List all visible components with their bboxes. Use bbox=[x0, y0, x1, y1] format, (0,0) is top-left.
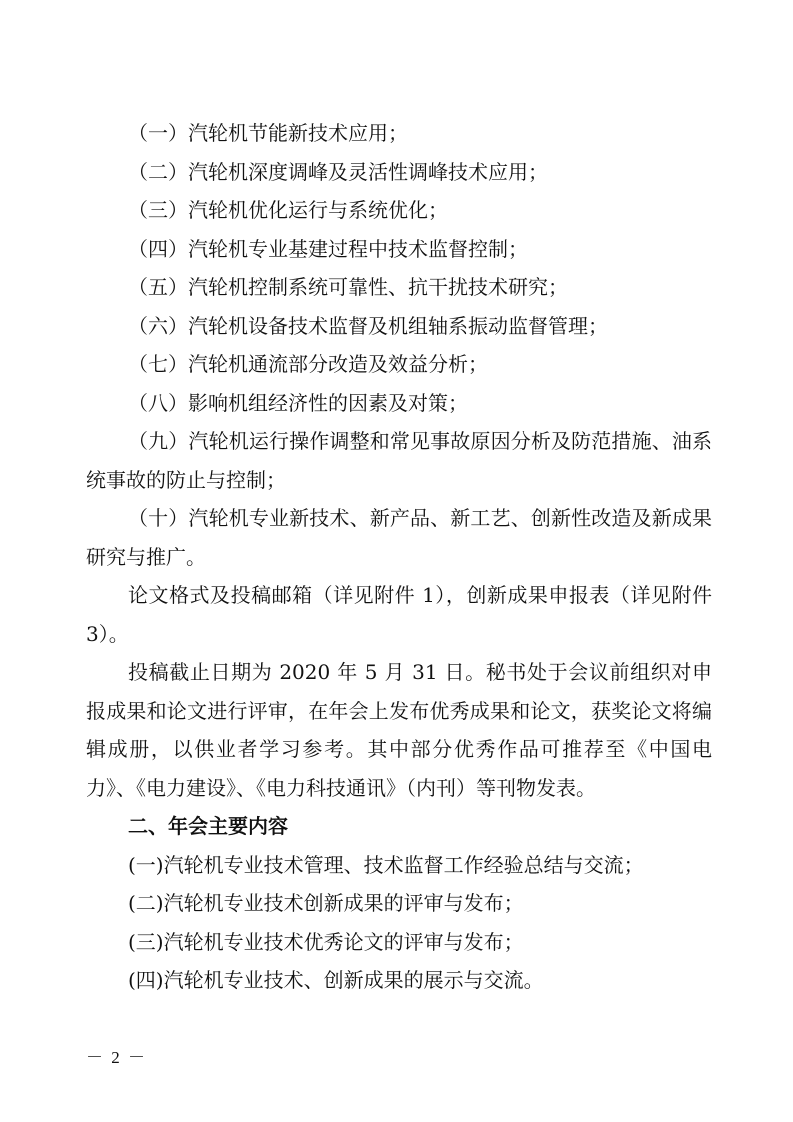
list-item-10: （十）汽轮机专业新技术、新产品、新工艺、创新性改造及新成果研究与推广。 bbox=[86, 506, 712, 569]
list-item-7: （七）汽轮机通流部分改造及效益分析； bbox=[128, 352, 488, 376]
page-number: － 2 － bbox=[86, 1048, 147, 1067]
list-item-8: （八）影响机组经济性的因素及对策； bbox=[128, 390, 468, 415]
list-item-4: （四）汽轮机专业基建过程中技术监督控制； bbox=[128, 236, 528, 261]
content-item-1: (一)汽轮机专业技术管理、技术监督工作经验总结与交流； bbox=[128, 852, 644, 877]
list-item-3: （三）汽轮机优化运行与系统优化； bbox=[128, 198, 448, 222]
list-item-2: （二）汽轮机深度调峰及灵活性调峰技术应用； bbox=[128, 159, 548, 184]
content-item-3: (三)汽轮机专业技术优秀论文的评审与发布； bbox=[128, 929, 524, 954]
submission-format-paragraph: 论文格式及投稿邮箱（详见附件 1），创新成果申报表（详见附件 3）。 bbox=[86, 583, 712, 646]
section-heading: 二、年会主要内容 bbox=[128, 814, 288, 838]
document-body bbox=[86, 114, 712, 1000]
list-item-1: （一）汽轮机节能新技术应用； bbox=[128, 121, 408, 145]
list-item-5: （五）汽轮机控制系统可靠性、抗干扰技术研究； bbox=[128, 275, 568, 299]
content-item-2: (二)汽轮机专业技术创新成果的评审与发布； bbox=[128, 891, 524, 915]
list-item-6: （六）汽轮机设备技术监督及机组轴系振动监督管理； bbox=[128, 313, 608, 338]
deadline-paragraph: 投稿截止日期为 2020 年 5 月 31 日。秘书处于会议前组织对申报成果和论文进行评审，在年会上发布优秀成果和论文，获奖论文将编辑成册，以供业者学习参考。其中部分优秀作品可推荐至《中国电力》、《电力建设》、《电力科技通讯》（内刊）等刊物发表。 bbox=[86, 660, 712, 800]
list-item-9: （九）汽轮机运行操作调整和常见事故原因分析及防范措施、油系统事故的防止与控制； bbox=[86, 429, 712, 492]
content-item-4: (四)汽轮机专业技术、创新成果的展示与交流。 bbox=[128, 968, 544, 992]
